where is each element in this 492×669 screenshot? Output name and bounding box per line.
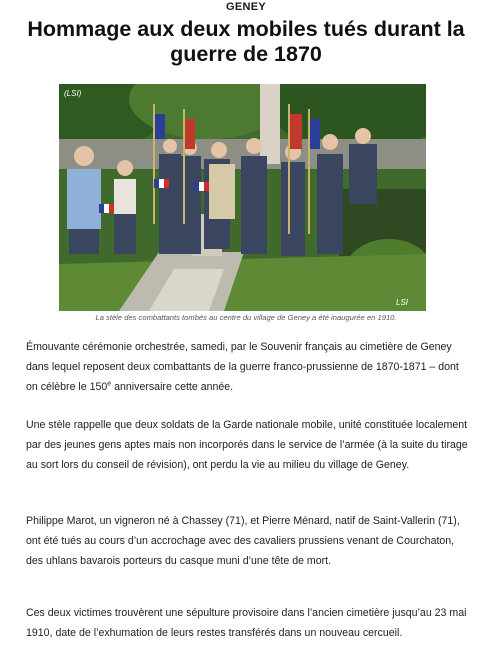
article-photo (59, 84, 426, 311)
photo-credit-bottom: LSI (396, 298, 409, 307)
article-paragraph-4: Ces deux victimes trouvèrent une sépulture provisoire dans l’ancien cimetière jusqu’au 23 mai 1910, date de l’exhumation de leurs restes transférés dans un nouveau cercueil. (26, 607, 467, 639)
article-paragraph-2: Une stèle rappelle que deux soldats de la Garde nationale mobile, unité constituée localement par des jeunes gens aptes mais non incorporés dans le service de l’armée (à la suite du tirage au sort lors du conseil de révision), ont perdu la vie au milieu du village de Geney. (26, 419, 468, 471)
article-headline: Hommage aux deux mobiles tués durant la guerre de 1870 (27, 17, 465, 66)
photo-caption: La stèle des combattants tombés au centre du village de Geney a été inaugurée en 1910. (95, 313, 397, 322)
paragraph-1-text-end: anniversaire cette année. (111, 381, 234, 393)
article-kicker: GENEY (225, 1, 266, 13)
ordinal-suffix: e (107, 380, 112, 388)
article-paragraph-1 (26, 337, 470, 397)
paragraph-1-text: Émouvante cérémonie orchestrée, samedi, par le Souvenir français au cimetière de Geney dans lequel reposent deux combattants de la guerre franco-prussienne de 1870-1871 – dont on célèbre le 150 (26, 341, 459, 393)
photo-credit-top: (LSI) (64, 89, 82, 98)
article-paragraph-3: Philippe Marot, un vigneron né à Chassey (71), et Pierre Ménard, natif de Saint-Vallerin (71), ont été tués au cours d’un accrochage avec des cavaliers prussiens venant de Courchaton, des uhlans bavarois porteurs du casque muni d’une tête de mort. (26, 515, 460, 567)
